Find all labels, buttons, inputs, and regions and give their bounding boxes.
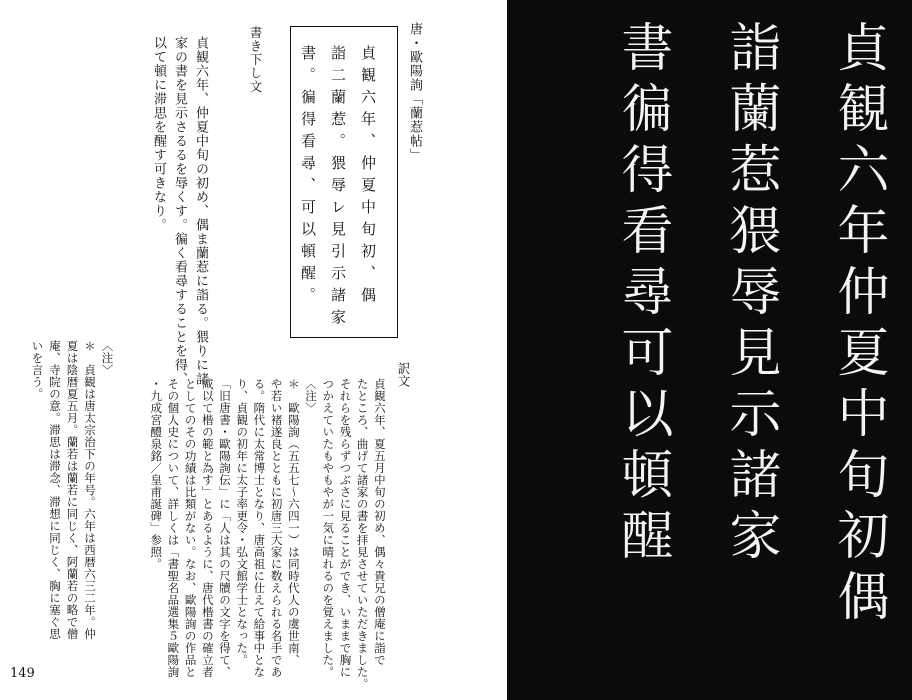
yakubun-heading: 訳文 [396, 362, 411, 387]
yakubun-line: それらを残らずつぶさに見ることができ、いままで胸に [338, 378, 353, 678]
notes-heading: 〈注〉 [304, 378, 319, 414]
yakubun-line: つかえていたもやもやが一気に晴れるのを覚えました。 [321, 378, 336, 678]
original-text-column: 貞観六年、仲夏中旬初、偶 [359, 45, 377, 309]
yakubun-line: たところ、曲げて諸家の書を拝見させていただきました。 [355, 378, 370, 690]
page-number: 149 [10, 666, 35, 681]
kakikudashi-text [148, 36, 211, 386]
note-line: としてのその功績は比類がない。なお、歐陽詢の作品と [183, 378, 198, 678]
note-line: ＊ 貞観は唐太宗治下の年号。六年は西暦六三二年。仲 [83, 340, 97, 640]
original-text-column: 書。徧得看尋、可以頓醒。 [299, 45, 317, 309]
calligraphy-column: 書徧得看尋可以頓醒 [612, 20, 672, 569]
note-line: その個人史について、詳しくは「書聖名品選集５歐陽詢 [166, 378, 181, 678]
calligraphy-text [588, 20, 912, 630]
note-line: ＊ 歐陽詢（五五七～六四一）は同時代人の虞世南、 [286, 378, 301, 666]
note-line: 庵、寺院の意。滞思は滞念、滞想に同じく、胸に塞ぐ思 [48, 340, 62, 640]
note-line: 咸以て楷の範と為す」とあるように、唐代楷書の確立者 [200, 378, 215, 678]
note-line: や若い褚遂良とともに初唐三大家に数えられる名手であ [269, 378, 284, 678]
note-line: る。隋代に太常博士となり、唐高祖に仕えて給事中とな [252, 378, 267, 678]
kakikudashi-line: 貞観六年、仲夏中旬の初め、偶ま蘭惹に詣る。猥りに諸 [193, 36, 208, 386]
notes-block [28, 340, 116, 670]
calligraphy-area [507, 8, 912, 698]
notes-heading: 〈注〉 [100, 340, 115, 376]
note-line: 「旧唐書・歐陽詢伝」に「人は其の尺牘の文字を得て、 [218, 378, 233, 678]
kakikudashi-line: 以て頓に滞思を醒す可きなり。 [151, 36, 166, 232]
source-title: 唐・歐陽詢「蘭惹帖」 [407, 22, 422, 162]
note-line: 夏は陰暦夏五月。蘭若は蘭若に同じく、阿蘭若の略で僧 [65, 340, 80, 640]
note-line: ・九成宮醴泉銘／皇甫誕碑」参照。 [149, 378, 164, 570]
kakikudashi-line: 家の書を見示さるるを辱くす。徧く看尋することを得、 [172, 36, 187, 386]
yakubun-line: 貞観六年、夏五月中旬の初め、偶々貴兄の僧庵に詣で [372, 378, 387, 666]
yakubun-and-notes [147, 378, 388, 690]
calligraphy-column: 貞観六年仲夏中旬初偶 [828, 20, 888, 630]
original-text-column: 詣二蘭惹。猥辱レ見引示諸家 [329, 45, 347, 331]
note-line: いを言う。 [30, 340, 45, 400]
original-text [293, 45, 383, 331]
kakikudashi-heading: 書き下し文 [248, 26, 263, 94]
calligraphy-column: 詣蘭惹猥辱見示諸家 [720, 20, 780, 569]
note-line: り、貞観の初年に太子率更令・弘文館学士となった。 [235, 378, 250, 666]
original-text-box [290, 26, 398, 338]
calligraphy-plate [507, 0, 912, 700]
